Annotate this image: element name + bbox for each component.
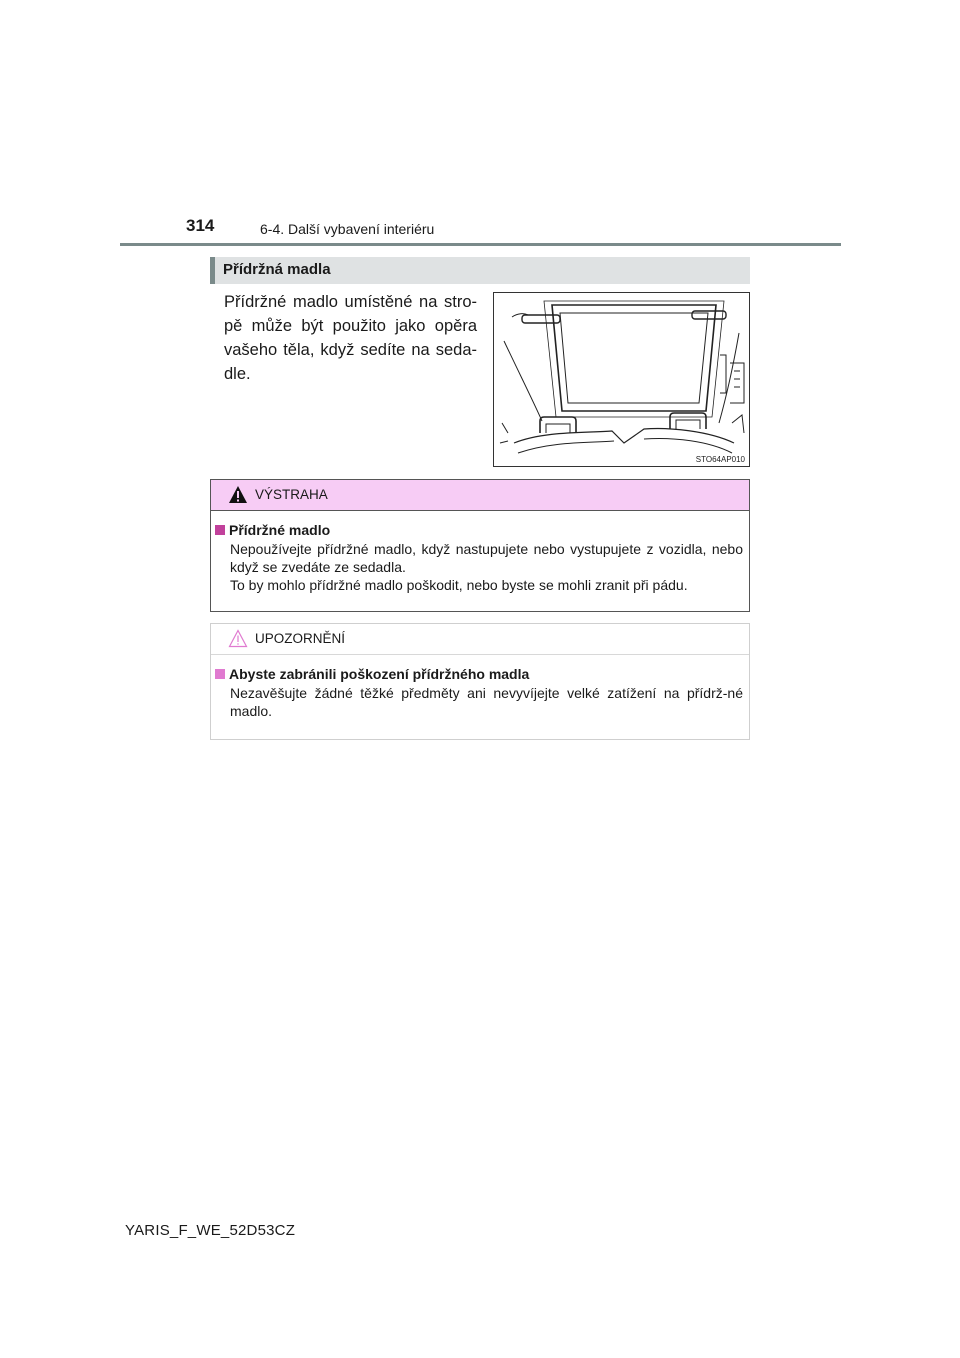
figure-code: STO64AP010 (695, 455, 745, 464)
section-heading (210, 257, 750, 284)
heading-accent (210, 257, 215, 284)
warning-box (210, 479, 750, 612)
caution-triangle-icon (228, 629, 248, 648)
warning-triangle-icon (228, 485, 248, 504)
caution-item (215, 664, 743, 720)
intro-text: Přídržné madlo umístěné na stro-pě může být použito jako opěra vašeho těla, když sedíte na seda-dle. (224, 293, 477, 383)
grab-handle-illustration (493, 292, 750, 467)
caution-label: UPOZORNĚNÍ (255, 631, 346, 646)
car-ceiling-drawing (494, 293, 749, 466)
warning-header (211, 480, 749, 511)
caution-box (210, 623, 750, 740)
caution-item-title (215, 664, 743, 684)
caution-bullet-icon (215, 669, 225, 679)
warning-item-body: Nepoužívejte přídržné madlo, když nastupujete nebo vystupujete z vozidla, nebo když se zvedáte ze sedadla. (230, 541, 743, 575)
header-rule (120, 243, 841, 246)
warning-label: VÝSTRAHA (255, 487, 328, 502)
warning-item-body-2: To by mohlo přídržné madlo poškodit, nebo byste se mohli zranit při pádu. (230, 577, 688, 593)
warning-item-title-text: Přídržné madlo (229, 522, 331, 538)
section-title: 6-4. Další vybavení interiéru (260, 221, 435, 237)
page-number: 314 (186, 216, 215, 235)
caution-header (211, 624, 749, 655)
heading-title: Přídržná madla (223, 261, 331, 278)
caution-item-body: Nezavěšujte žádné těžké předměty ani nevyvíjejte velké zatížení na přídrž-né madlo. (230, 685, 743, 719)
warning-item-title (215, 520, 743, 540)
doc-code: YARIS_F_WE_52D53CZ (125, 1222, 296, 1239)
warning-item (215, 520, 743, 594)
caution-item-title-text: Abyste zabránili poškození přídržného madla (229, 666, 530, 682)
warning-bullet-icon (215, 525, 225, 535)
